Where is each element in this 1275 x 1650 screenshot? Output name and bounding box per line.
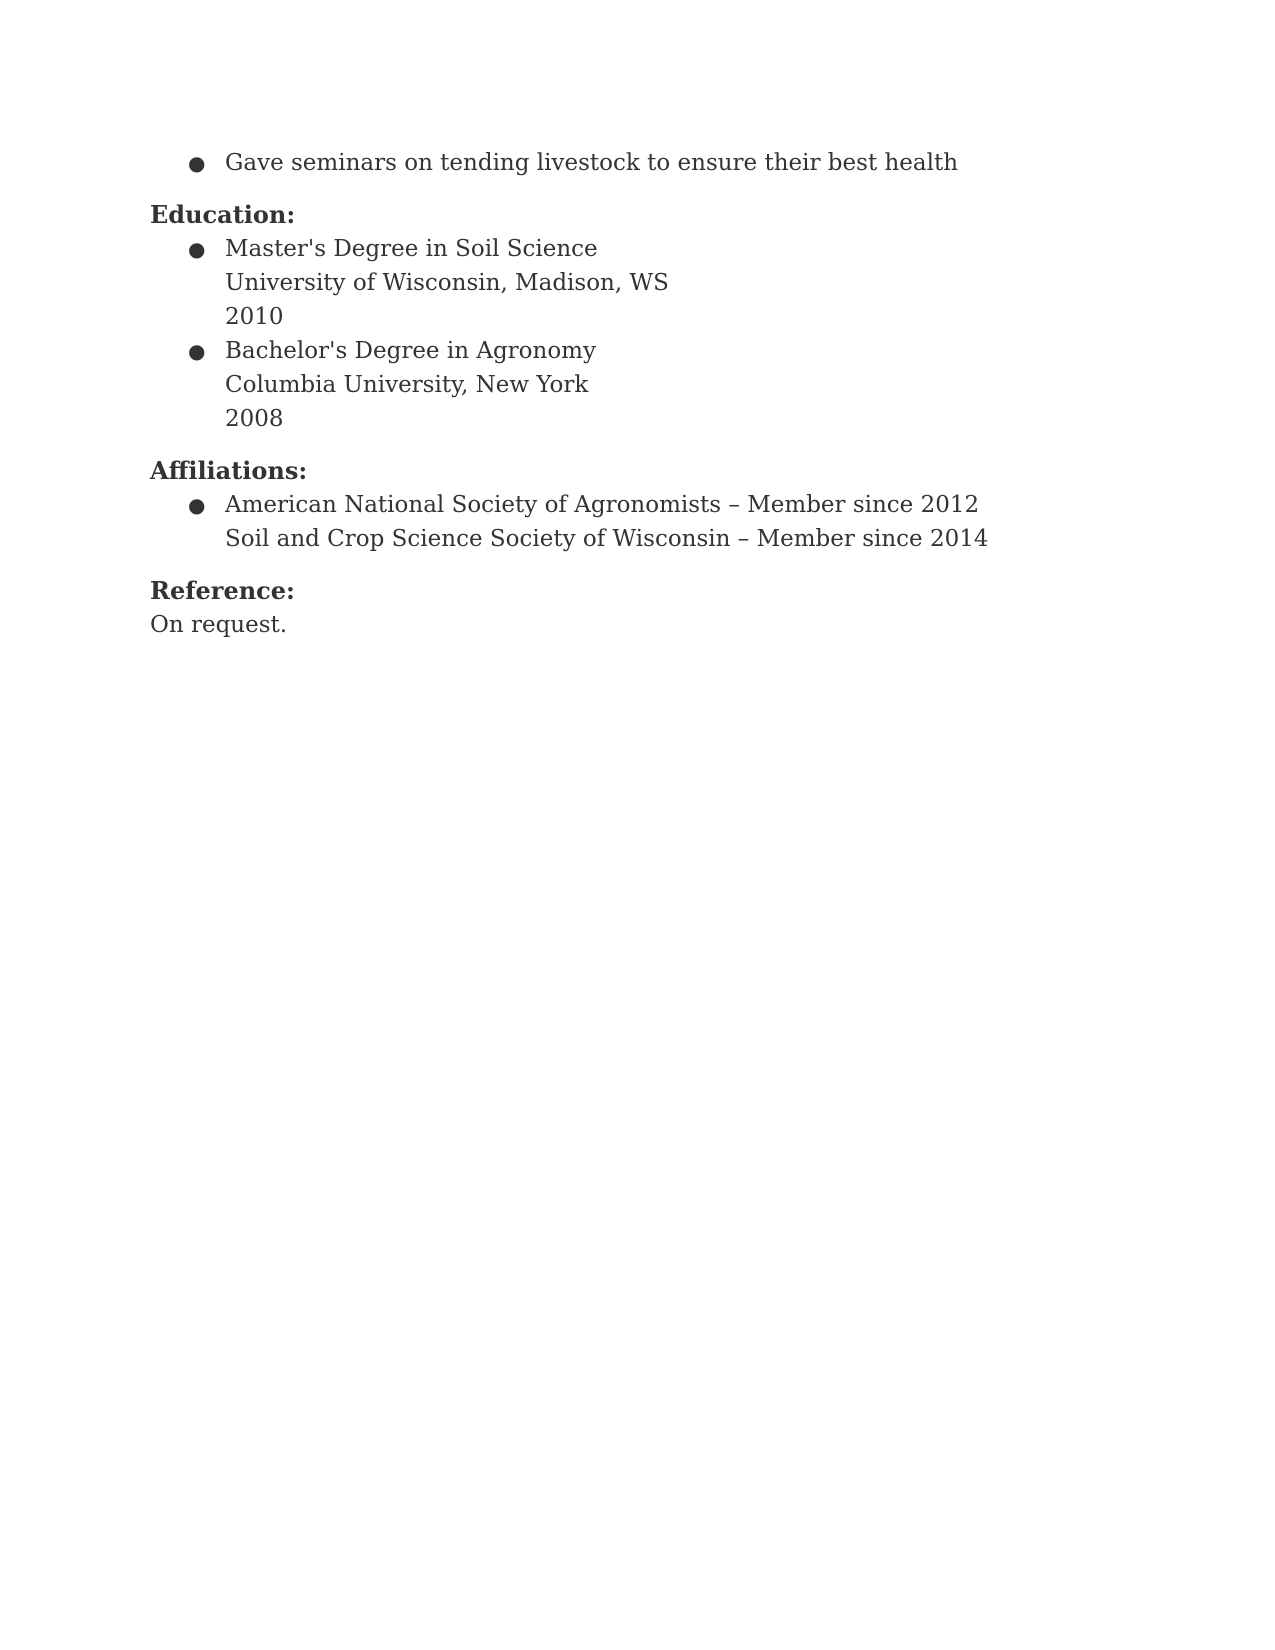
list-item — [150, 334, 1150, 436]
affiliation-entry: American National Society of Agronomists – Member since 2012 — [225, 492, 980, 518]
degree-title: Bachelor's Degree in Agronomy — [225, 338, 596, 364]
bullet-icon: ● — [188, 339, 206, 363]
graduation-year: 2008 — [225, 406, 284, 432]
degree-title: Master's Degree in Soil Science — [225, 236, 598, 262]
institution: Columbia University, New York — [225, 372, 589, 398]
experience-item-text: Gave seminars on tending livestock to ensure their best health — [225, 150, 959, 176]
affiliations-heading: Affiliations: — [150, 456, 308, 485]
affiliations-list — [150, 488, 1150, 556]
education-list — [150, 232, 1150, 436]
list-item — [150, 488, 1150, 556]
bullet-icon: ● — [188, 151, 206, 175]
resume-page — [150, 146, 1150, 642]
list-item — [150, 146, 1150, 180]
affiliation-entry: Soil and Crop Science Society of Wisconsin – Member since 2014 — [225, 526, 989, 552]
list-item — [150, 232, 1150, 334]
bullet-icon: ● — [188, 493, 206, 517]
education-heading: Education: — [150, 200, 296, 229]
reference-heading: Reference: — [150, 576, 295, 605]
institution: University of Wisconsin, Madison, WS — [225, 270, 669, 296]
experience-list — [150, 146, 1150, 180]
graduation-year: 2010 — [225, 304, 284, 330]
bullet-icon: ● — [188, 237, 206, 261]
reference-text: On request. — [150, 612, 288, 638]
